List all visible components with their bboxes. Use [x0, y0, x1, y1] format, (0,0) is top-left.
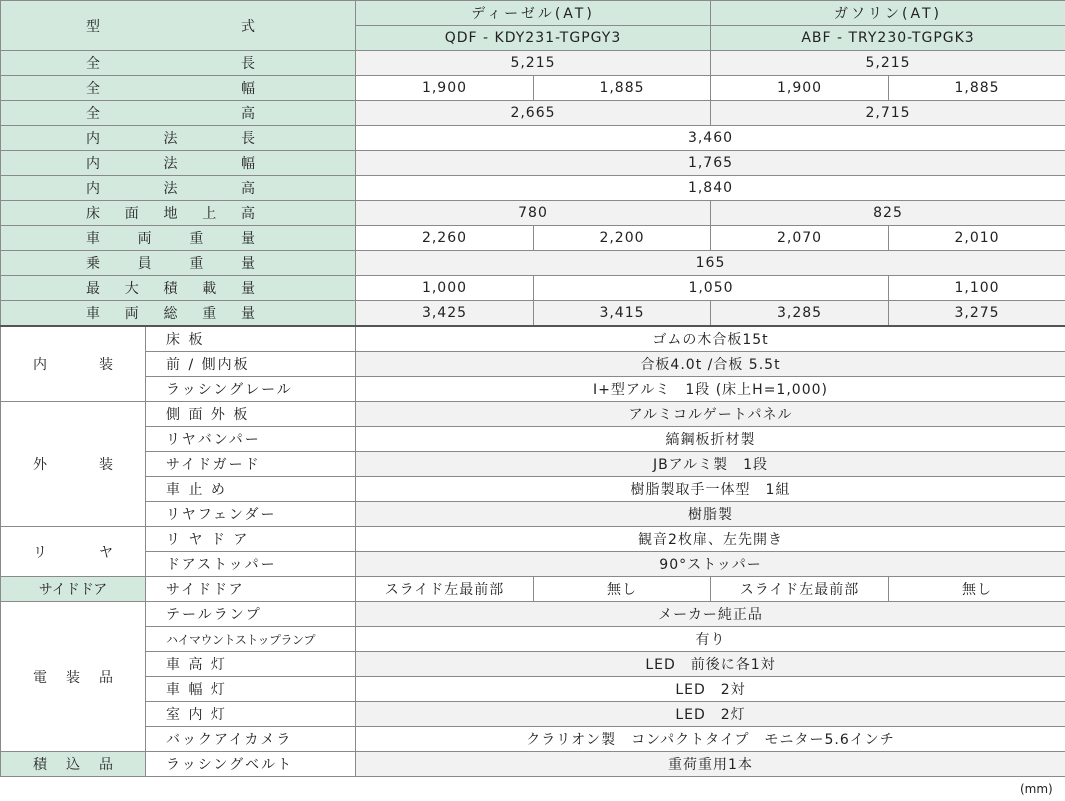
back-camera-value: クラリオン製 コンパクトタイプ モニター5.6インチ	[356, 727, 1065, 752]
category-char: ヤ	[99, 544, 113, 561]
label-char: 長	[241, 131, 255, 147]
row-inner-height	[1, 176, 1065, 201]
row-inner-length	[1, 126, 1065, 151]
row-elec-room	[1, 702, 1065, 727]
side-door-v4: 無し	[889, 577, 1065, 602]
label-char: 両	[124, 306, 139, 322]
category-char: 込	[66, 757, 80, 773]
row-width	[1, 76, 1065, 101]
label-char: 員	[137, 256, 152, 272]
label-char: 積	[163, 281, 178, 297]
width-v3: 1,900	[711, 76, 889, 101]
label-side-door: サイドドア	[146, 577, 356, 602]
gasoline-header: ガソリン(AT)	[711, 1, 1065, 26]
row-floor-height	[1, 201, 1065, 226]
label-inner-width	[1, 151, 356, 176]
category-electrical	[1, 602, 146, 752]
side-door-v3: スライド左最前部	[711, 577, 889, 602]
label-char: 内	[86, 181, 100, 197]
label-char: 最	[86, 281, 100, 297]
row-interior-rail	[1, 377, 1065, 402]
label-char: 地	[163, 206, 178, 222]
label-char: 内	[86, 131, 100, 147]
length-gasoline: 5,215	[711, 51, 1065, 76]
side-door-v1: スライド左最前部	[356, 577, 534, 602]
row-elec-width-lamp	[1, 677, 1065, 702]
gross-weight-v3: 3,285	[711, 301, 889, 327]
label-width-lamp: 車 幅 灯	[146, 677, 356, 702]
label-char: 幅	[241, 81, 255, 97]
label-length	[1, 51, 356, 76]
label-stopper: 車 止 め	[146, 477, 356, 502]
model-char-2: 式	[241, 18, 255, 35]
label-char: 重	[189, 256, 204, 272]
fender-value: 樹脂製	[356, 502, 1065, 527]
label-char: 上	[202, 206, 217, 222]
rail-value: I+型アルミ 1段 (床上H=1,000)	[356, 377, 1065, 402]
inner-height-value: 1,840	[356, 176, 1065, 201]
label-panel: 前 / 側内板	[146, 352, 356, 377]
label-gross-weight	[1, 301, 356, 327]
label-char: 重	[202, 306, 217, 322]
label-char: 法	[163, 131, 178, 147]
floor-height-diesel: 780	[356, 201, 711, 226]
row-interior-floor	[1, 326, 1065, 352]
header-row-1	[1, 1, 1065, 26]
model-header	[1, 1, 356, 51]
category-char: 装	[66, 669, 80, 686]
row-elec-clearance	[1, 652, 1065, 677]
label-inner-length	[1, 126, 356, 151]
label-char: 全	[86, 106, 100, 122]
inner-length-value: 3,460	[356, 126, 1065, 151]
category-char: 品	[99, 669, 113, 686]
unit-label: (mm)	[1020, 782, 1053, 796]
category-rear	[1, 527, 146, 577]
category-char: 装	[99, 457, 113, 473]
row-exterior-fender	[1, 502, 1065, 527]
label-char: 総	[163, 306, 178, 322]
label-char: 幅	[241, 156, 255, 172]
gross-weight-v4: 3,275	[889, 301, 1065, 327]
height-diesel: 2,665	[356, 101, 711, 126]
vehicle-weight-v2: 2,200	[534, 226, 711, 251]
max-load-v4: 1,100	[889, 276, 1065, 301]
category-cargo	[1, 752, 146, 777]
row-rear-stopper	[1, 552, 1065, 577]
clearance-lamp-value: LED 前後に各1対	[356, 652, 1065, 677]
label-char: 車	[86, 306, 100, 322]
crew-weight-value: 165	[356, 251, 1065, 276]
row-exterior-side-panel	[1, 402, 1065, 427]
category-side-door: サイドドア	[1, 577, 146, 602]
label-char: 量	[240, 231, 255, 247]
label-vehicle-weight	[1, 226, 356, 251]
floor-value: ゴムの木合板15t	[356, 326, 1065, 352]
label-inner-height	[1, 176, 356, 201]
width-v1: 1,900	[356, 76, 534, 101]
label-char: 量	[241, 281, 255, 297]
label-side-panel: 側 面 外 板	[146, 402, 356, 427]
row-height	[1, 101, 1065, 126]
label-side-guard: サイドガード	[146, 452, 356, 477]
category-char: 装	[99, 357, 113, 373]
label-floor-height	[1, 201, 356, 226]
label-room-lamp: 室 内 灯	[146, 702, 356, 727]
side-guard-value: JBアルミ製 1段	[356, 452, 1065, 477]
width-v4: 1,885	[889, 76, 1065, 101]
category-char: 品	[99, 757, 113, 773]
label-back-camera: バックアイカメラ	[146, 727, 356, 752]
row-exterior-rear-bumper	[1, 427, 1065, 452]
label-char: 内	[86, 156, 100, 172]
label-char: 両	[137, 231, 152, 247]
label-char: 法	[163, 181, 178, 197]
label-height	[1, 101, 356, 126]
category-char: 内	[33, 357, 47, 373]
label-max-load	[1, 276, 356, 301]
max-load-v1: 1,000	[356, 276, 534, 301]
width-lamp-value: LED 2対	[356, 677, 1065, 702]
label-char: 高	[241, 106, 255, 122]
label-rear-bumper: リヤバンパー	[146, 427, 356, 452]
label-tail-lamp: テールランプ	[146, 602, 356, 627]
label-lashing-belt: ラッシングベルト	[146, 752, 356, 777]
model-char-1: 型	[86, 18, 100, 35]
label-char: 車	[86, 231, 100, 247]
row-inner-width	[1, 151, 1065, 176]
row-exterior-stopper	[1, 477, 1065, 502]
row-elec-camera	[1, 727, 1065, 752]
panel-value: 合板4.0t /合板 5.5t	[356, 352, 1065, 377]
width-v2: 1,885	[534, 76, 711, 101]
stopper-value: 樹脂製取手一体型 1組	[356, 477, 1065, 502]
category-interior	[1, 326, 146, 402]
label-char: 大	[124, 281, 139, 297]
label-fender: リヤフェンダー	[146, 502, 356, 527]
label-char: 高	[241, 181, 255, 197]
label-char: 量	[240, 256, 255, 272]
row-elec-tail	[1, 602, 1065, 627]
label-char: 重	[189, 231, 204, 247]
side-panel-value: アルミコルゲートパネル	[356, 402, 1065, 427]
label-char: 法	[163, 156, 178, 172]
max-load-v23: 1,050	[534, 276, 889, 301]
rear-door-value: 観音2枚扉、左先開き	[356, 527, 1065, 552]
lashing-belt-value: 重荷重用1本	[356, 752, 1065, 777]
label-width	[1, 76, 356, 101]
rear-bumper-value: 縞鋼板折材製	[356, 427, 1065, 452]
row-crew-weight	[1, 251, 1065, 276]
category-char: リ	[33, 544, 47, 561]
category-exterior	[1, 402, 146, 527]
gasoline-code: ABF - TRY230-TGPGK3	[711, 26, 1065, 51]
category-char: 電	[33, 669, 47, 686]
length-diesel: 5,215	[356, 51, 711, 76]
row-max-load	[1, 276, 1065, 301]
label-char: 全	[86, 81, 100, 97]
vehicle-weight-v3: 2,070	[711, 226, 889, 251]
floor-height-gasoline: 825	[711, 201, 1065, 226]
vehicle-weight-v1: 2,260	[356, 226, 534, 251]
row-cargo	[1, 752, 1065, 777]
row-elec-hmsl	[1, 627, 1065, 652]
category-char: 外	[33, 457, 47, 473]
label-clearance-lamp: 車 高 灯	[146, 652, 356, 677]
label-rail: ラッシングレール	[146, 377, 356, 402]
label-floor: 床 板	[146, 326, 356, 352]
gross-weight-v1: 3,425	[356, 301, 534, 327]
label-char: 全	[86, 56, 100, 72]
inner-width-value: 1,765	[356, 151, 1065, 176]
label-char: 床	[86, 206, 100, 222]
row-vehicle-weight	[1, 226, 1065, 251]
row-rear-door	[1, 527, 1065, 552]
room-lamp-value: LED 2灯	[356, 702, 1065, 727]
high-mount-lamp-value: 有り	[356, 627, 1065, 652]
label-high-mount-lamp: ハイマウントストップランプ	[146, 627, 356, 652]
label-rear-door: リ ヤ ド ア	[146, 527, 356, 552]
row-interior-panel	[1, 352, 1065, 377]
label-char: 面	[124, 206, 139, 222]
height-gasoline: 2,715	[711, 101, 1065, 126]
diesel-code: QDF - KDY231-TGPGY3	[356, 26, 711, 51]
label-door-stopper: ドアストッパー	[146, 552, 356, 577]
label-char: 高	[241, 206, 255, 222]
label-char: 乗	[86, 256, 100, 272]
row-exterior-side-guard	[1, 452, 1065, 477]
label-char: 量	[241, 306, 255, 322]
label-char: 載	[202, 281, 217, 297]
vehicle-weight-v4: 2,010	[889, 226, 1065, 251]
category-char: 積	[33, 757, 47, 773]
label-crew-weight	[1, 251, 356, 276]
gross-weight-v2: 3,415	[534, 301, 711, 327]
label-char: 長	[241, 56, 255, 72]
row-length	[1, 51, 1065, 76]
row-gross-weight	[1, 301, 1065, 327]
diesel-header: ディーゼル(AT)	[356, 1, 711, 26]
door-stopper-value: 90°ストッパー	[356, 552, 1065, 577]
row-side-door	[1, 577, 1065, 602]
side-door-v2: 無し	[534, 577, 711, 602]
tail-lamp-value: メーカー純正品	[356, 602, 1065, 627]
